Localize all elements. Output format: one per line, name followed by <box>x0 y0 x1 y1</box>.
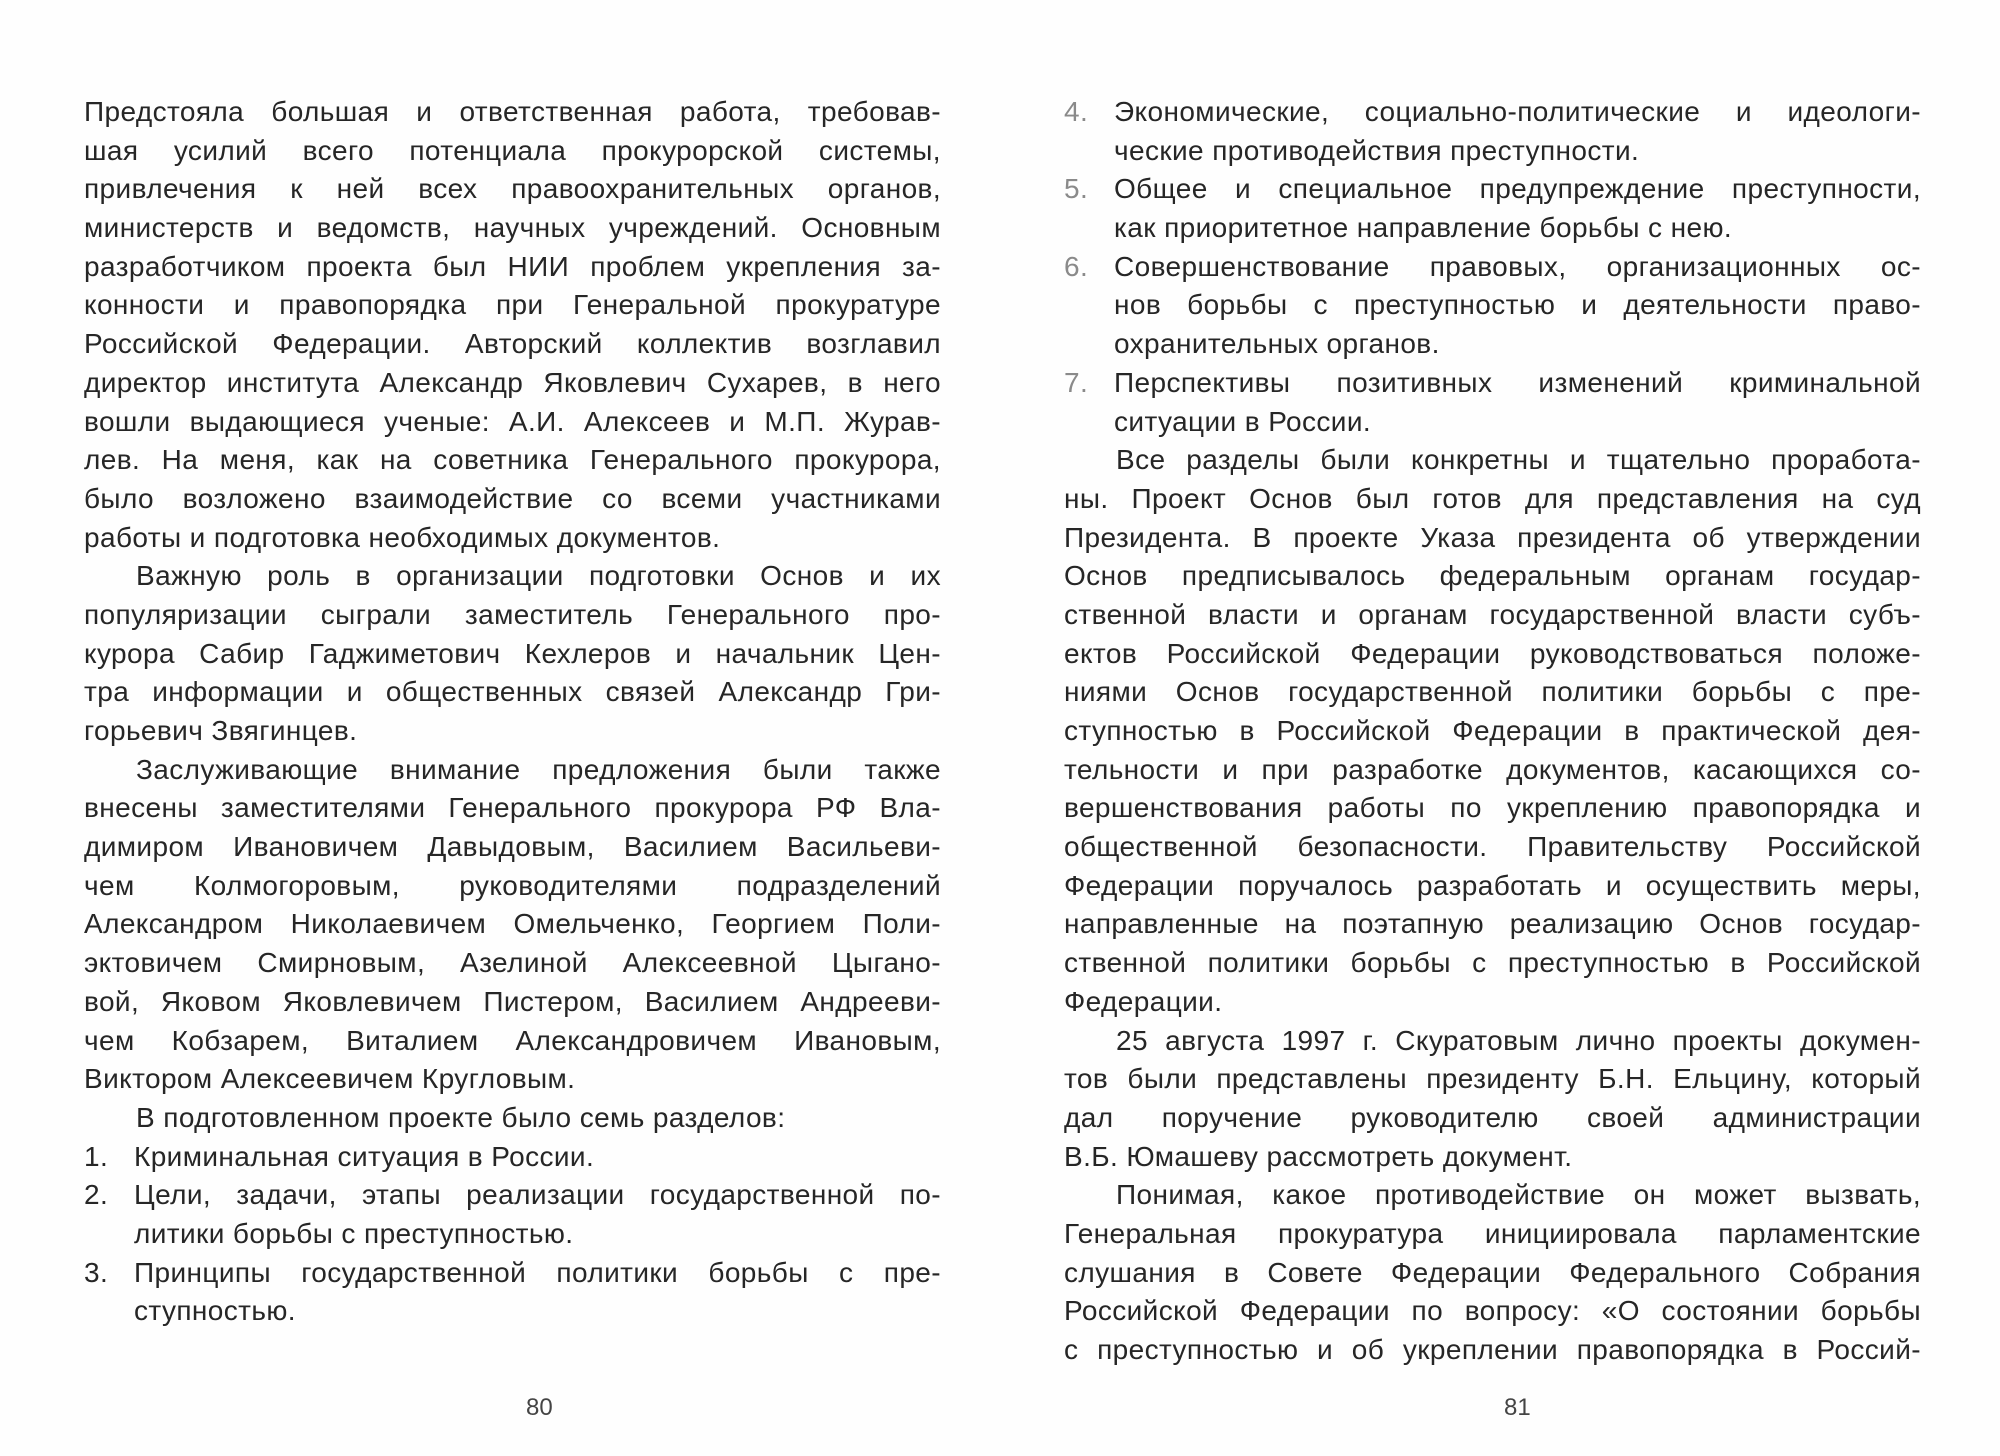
text-line <box>1064 596 1921 635</box>
text-line <box>1064 1292 1921 1331</box>
line-text: В.Б. Юмашеву рассмотреть документ. <box>1064 1140 1573 1172</box>
right-page-text <box>1064 93 1921 1370</box>
line-text: Федерации поручалось разработать и осуществить меры, <box>1064 869 1921 901</box>
line-text: чем Колмогоровым, руководителями подразделений <box>84 869 941 901</box>
page-number-right: 81 <box>1504 1394 1531 1421</box>
text-line <box>1064 1254 1921 1293</box>
text-line <box>1064 1099 1921 1138</box>
text-line <box>1064 712 1921 751</box>
text-line <box>84 557 941 596</box>
line-text: ступностью в Российской Федерации в практической дея- <box>1064 715 1921 746</box>
text-line <box>1064 789 1921 828</box>
line-text: тельности и при разработке документов, касающихся со- <box>1064 753 1921 785</box>
line-text: ственной власти и органам государственной власти субъ- <box>1064 598 1921 630</box>
line-text: Заслуживающие внимание предложения были также <box>136 753 941 785</box>
line-text: с преступностью и об укреплении правопорядка в Россий- <box>1064 1334 1921 1365</box>
line-text: направленные на поэтапную реализацию Основ государ- <box>1064 908 1921 940</box>
line-text: Виктором Алексеевичем Кругловым. <box>84 1063 576 1095</box>
text-line <box>84 944 941 983</box>
line-text: ситуации в России. <box>1114 405 1372 437</box>
text-line <box>1064 905 1921 944</box>
text-line <box>84 286 941 325</box>
text-line <box>84 712 941 751</box>
text-line <box>1064 1138 1921 1177</box>
text-line <box>84 248 941 287</box>
line-text: Экономические, социально-политические и идеологи- <box>1114 96 1921 127</box>
line-text: Общее и специальное предупреждение преступности, <box>1114 173 1921 205</box>
line-text: дал поручение руководителю своей администрации <box>1064 1101 1921 1133</box>
text-line <box>1064 673 1921 712</box>
text-line <box>1064 132 1921 171</box>
line-text: Российской Федерации. Авторский коллектив возглавил <box>84 328 941 360</box>
text-line <box>84 751 941 790</box>
text-line <box>1064 828 1921 867</box>
line-text: Перспективы позитивных изменений криминальной <box>1114 366 1921 398</box>
text-line <box>1064 983 1921 1022</box>
text-line <box>84 635 941 674</box>
page-number-left: 80 <box>526 1394 553 1421</box>
list-item-line <box>84 1176 941 1215</box>
line-text: эктовичем Смирновым, Азелиной Алексеевной Цыгано- <box>84 947 941 979</box>
text-line <box>1064 325 1921 364</box>
text-line <box>1064 286 1921 325</box>
list-number: 7. <box>1064 366 1089 398</box>
line-text: Принципы государственной политики борьбы с пре- <box>134 1256 941 1288</box>
text-line <box>1064 751 1921 790</box>
line-text: Понимая, какое противодействие он может вызвать, <box>1116 1179 1921 1211</box>
line-text: охранительных органов. <box>1114 328 1440 360</box>
line-text: общественной безопасности. Правительству Российской <box>1064 831 1921 863</box>
list-item-line <box>84 1138 941 1177</box>
line-text: ственной политики борьбы с преступностью в Российской <box>1064 947 1921 979</box>
line-text: литики борьбы с преступностью. <box>134 1217 574 1249</box>
line-text: было возложено взаимодействие со всеми участниками <box>84 482 941 514</box>
text-line <box>1064 1331 1921 1370</box>
text-line <box>84 673 941 712</box>
text-line <box>84 1099 941 1138</box>
list-item-line <box>1064 248 1921 287</box>
line-text: вой, Яковом Яковлевичем Пистером, Василием Андрееви- <box>84 985 941 1017</box>
list-item-line <box>1064 364 1921 403</box>
line-text: курора Сабир Гаджиметович Кехлеров и начальник Цен- <box>84 637 941 669</box>
text-line <box>1064 1022 1921 1061</box>
text-line <box>84 905 941 944</box>
text-line <box>1064 1215 1921 1254</box>
line-text: Президента. В проекте Указа президента об утверждении <box>1064 521 1921 553</box>
line-text: внесены заместителями Генерального прокурора РФ Вла- <box>84 792 941 824</box>
text-line <box>84 325 941 364</box>
list-number: 6. <box>1064 250 1089 282</box>
text-line <box>1064 557 1921 596</box>
text-line <box>84 789 941 828</box>
line-text: Федерации. <box>1064 985 1223 1017</box>
line-text: лев. На меня, как на советника Генерального прокурора, <box>84 444 941 476</box>
line-text: ектов Российской Федерации руководствоваться положе- <box>1064 637 1921 669</box>
list-number: 2. <box>84 1179 109 1211</box>
line-text: разработчиком проекта был НИИ проблем укрепления за- <box>84 250 941 282</box>
text-line <box>1064 480 1921 519</box>
list-item-line <box>84 1254 941 1293</box>
text-line <box>1064 441 1921 480</box>
line-text: Цели, задачи, этапы реализации государственной по- <box>134 1179 941 1211</box>
text-line <box>84 364 941 403</box>
line-text: горьевич Звягинцев. <box>84 715 358 746</box>
line-text: конности и правопорядка при Генеральной прокуратуре <box>84 289 941 321</box>
list-number: 4. <box>1064 96 1089 127</box>
line-text: В подготовленном проекте было семь разделов: <box>136 1101 786 1133</box>
line-text: Предстояла большая и ответственная работа, требовав- <box>84 96 941 127</box>
text-line <box>1064 944 1921 983</box>
text-line <box>84 1292 941 1331</box>
line-text: Все разделы были конкретны и тщательно проработа- <box>1116 444 1921 476</box>
line-text: вошли выдающиеся ученые: А.И. Алексеев и М.П. Журав- <box>84 405 941 437</box>
list-number: 3. <box>84 1256 109 1288</box>
line-text: ступностью. <box>134 1295 296 1327</box>
line-text: популяризации сыграли заместитель Генерального про- <box>84 598 941 630</box>
line-text: нов борьбы с преступностью и деятельности право- <box>1114 289 1921 321</box>
text-line <box>84 1022 941 1061</box>
line-text: Важную роль в организации подготовки Основ и их <box>136 560 941 592</box>
text-line <box>1064 209 1921 248</box>
text-line <box>1064 403 1921 442</box>
text-line <box>84 209 941 248</box>
line-text: Александром Николаевичем Омельченко, Георгием Поли- <box>84 908 941 940</box>
text-line <box>84 1215 941 1254</box>
line-text: слушания в Совете Федерации Федерального Собрания <box>1064 1256 1921 1288</box>
line-text: ческие противодействия преступности. <box>1114 134 1640 166</box>
text-line <box>84 828 941 867</box>
text-line <box>84 596 941 635</box>
line-text: ны. Проект Основ был готов для представления на суд <box>1064 482 1921 514</box>
left-page-text <box>84 93 941 1331</box>
line-text: чем Кобзарем, Виталием Александровичем Ивановым, <box>84 1024 941 1056</box>
line-text: тов были представлены президенту Б.Н. Ельцину, который <box>1064 1063 1921 1095</box>
line-text: министерств и ведомств, научных учреждений. Основным <box>84 212 941 244</box>
text-line <box>84 480 941 519</box>
line-text: Криминальная ситуация в России. <box>134 1140 595 1172</box>
text-line <box>1064 1176 1921 1215</box>
text-line <box>1064 519 1921 558</box>
line-text: Генеральная прокуратура инициировала парламентские <box>1064 1217 1921 1249</box>
text-line <box>84 93 941 132</box>
text-line <box>84 403 941 442</box>
line-text: вершенствования работы по укреплению правопорядка и <box>1064 792 1921 824</box>
line-text: Совершенствование правовых, организационных ос- <box>1114 250 1921 282</box>
text-line <box>84 519 941 558</box>
text-line <box>84 1060 941 1099</box>
line-text: работы и подготовка необходимых документов. <box>84 521 721 553</box>
list-item-line <box>1064 170 1921 209</box>
list-number: 1. <box>84 1140 109 1172</box>
line-text: Российской Федерации по вопросу: «О состоянии борьбы <box>1064 1295 1921 1327</box>
line-text: димиром Ивановичем Давыдовым, Василием Васильеви- <box>84 831 941 863</box>
text-line <box>84 983 941 1022</box>
line-text: как приоритетное направление борьбы с нею. <box>1114 212 1733 244</box>
text-line <box>1064 635 1921 674</box>
text-line <box>84 441 941 480</box>
text-line <box>1064 867 1921 906</box>
list-item-line <box>1064 93 1921 132</box>
text-line <box>1064 1060 1921 1099</box>
line-text: 25 августа 1997 г. Скуратовым лично проекты докумен- <box>1116 1024 1921 1056</box>
line-text: Основ предписывалось федеральным органам государ- <box>1064 560 1921 592</box>
text-line <box>84 867 941 906</box>
text-line <box>84 170 941 209</box>
line-text: шая усилий всего потенциала прокурорской системы, <box>84 134 941 166</box>
line-text: привлечения к ней всех правоохранительных органов, <box>84 173 941 205</box>
line-text: ниями Основ государственной политики борьбы с пре- <box>1064 676 1921 708</box>
line-text: директор института Александр Яковлевич Сухарев, в него <box>84 366 941 398</box>
line-text: тра информации и общественных связей Александр Гри- <box>84 676 941 708</box>
list-number: 5. <box>1064 173 1089 205</box>
text-line <box>84 132 941 171</box>
